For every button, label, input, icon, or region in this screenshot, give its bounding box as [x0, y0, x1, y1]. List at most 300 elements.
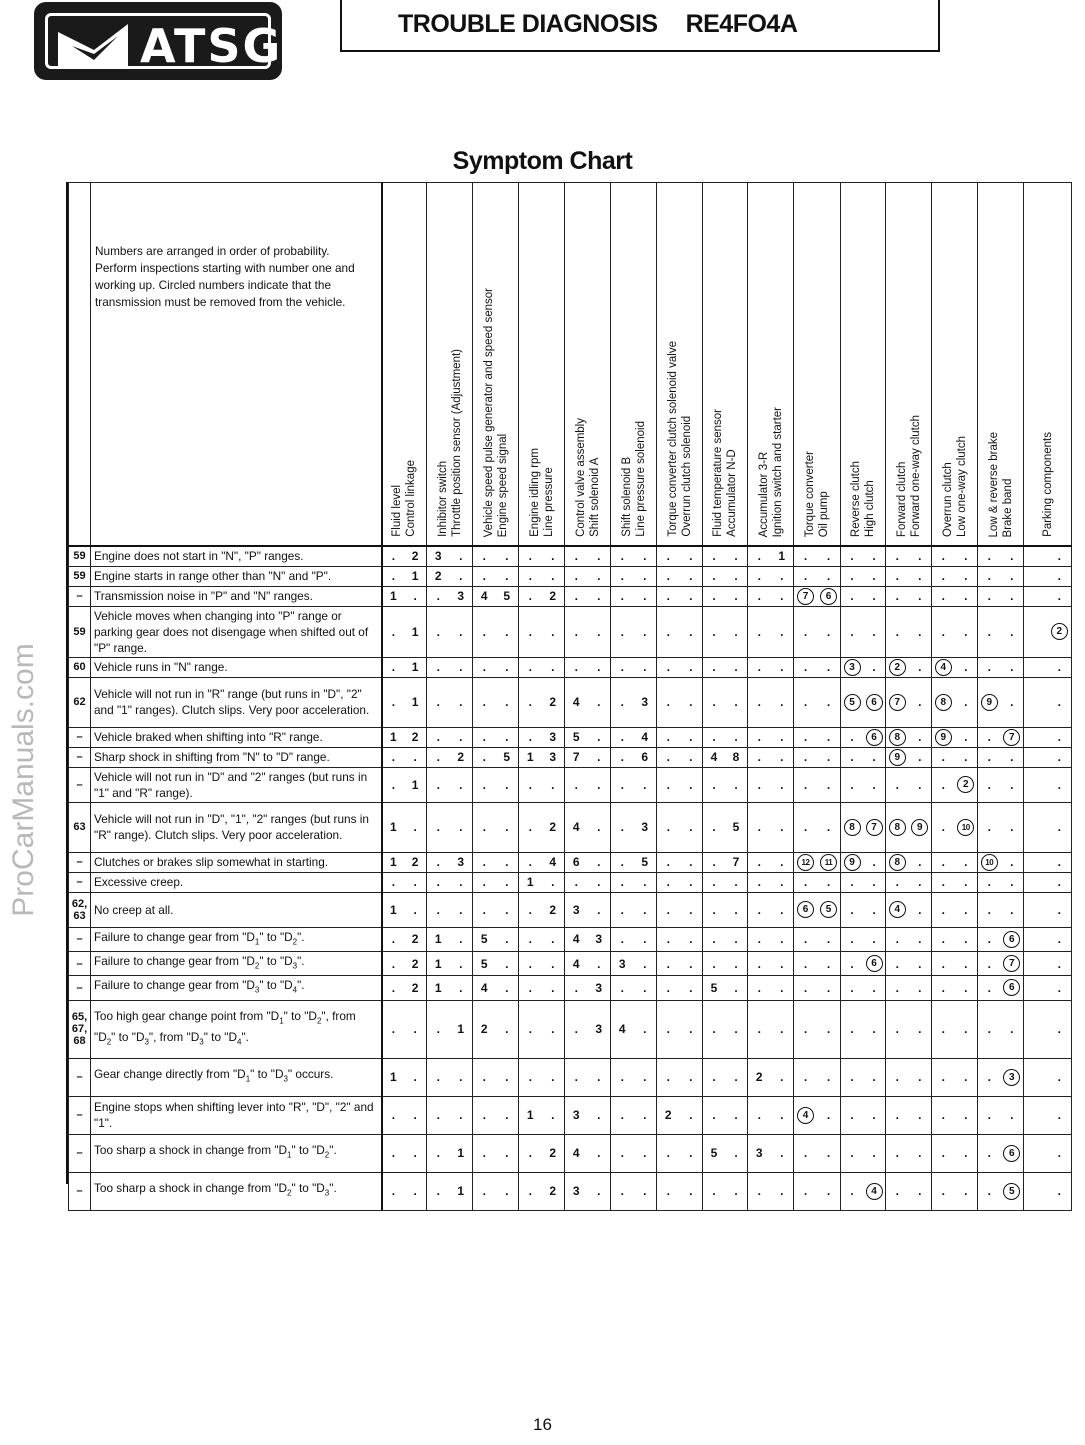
cell-pair	[978, 875, 1023, 889]
cell-value: .	[413, 1184, 417, 1199]
data-cell	[1024, 892, 1072, 927]
cell-value: .	[757, 730, 761, 744]
table-row	[69, 546, 1072, 566]
cell-pair	[383, 1022, 427, 1036]
cell-value: 2	[411, 980, 419, 995]
data-cell	[748, 747, 794, 767]
cell-value: .	[757, 1108, 761, 1123]
cell-value: .	[391, 875, 396, 889]
data-cell	[565, 927, 611, 951]
data-cell	[978, 767, 1024, 802]
cell-value: .	[918, 1108, 922, 1123]
data-cell	[886, 566, 932, 586]
cell-pair	[657, 750, 702, 764]
cell-value: .	[391, 956, 396, 971]
column-label-line: Accumulator N-D	[726, 449, 738, 537]
cell-pair	[565, 1108, 610, 1122]
cell-value: .	[872, 777, 876, 792]
data-cell	[841, 976, 886, 1000]
cell-pair	[565, 875, 610, 889]
data-cell	[794, 951, 841, 975]
cell-value: .	[574, 569, 578, 583]
cell-value: .	[964, 569, 968, 583]
cell-value: .	[1057, 750, 1061, 764]
cell-value: .	[712, 695, 716, 709]
cell-pair	[748, 730, 793, 744]
cell-pair	[473, 1184, 518, 1198]
cell-value: 1	[411, 660, 419, 674]
cell-value: .	[391, 932, 396, 947]
circled-number: 7	[1003, 729, 1020, 746]
circled-number: 5	[844, 694, 861, 711]
column-header	[565, 183, 611, 547]
cell-value: .	[826, 956, 831, 971]
cell-pair	[978, 931, 1023, 948]
data-cell	[382, 546, 427, 566]
cell-value: 1	[526, 750, 534, 764]
cell-pair	[978, 660, 1023, 674]
page-ref: –	[69, 927, 91, 951]
cell-value: 2	[549, 1146, 557, 1161]
cell-value: .	[551, 1070, 555, 1085]
cell-value: .	[850, 980, 854, 995]
cell-pair	[383, 957, 427, 971]
data-cell	[703, 586, 748, 606]
cell-value: 1	[390, 589, 397, 603]
cell-value: .	[964, 1146, 968, 1161]
cell-pair	[427, 589, 472, 603]
cell-pair	[611, 875, 656, 889]
cell-pair	[978, 1183, 1023, 1200]
cell-value: .	[918, 956, 922, 971]
cell-pair	[611, 1146, 656, 1160]
cell-pair	[1024, 623, 1071, 640]
data-cell	[657, 1134, 703, 1172]
data-cell	[794, 1134, 841, 1172]
data-cell	[473, 677, 519, 727]
cell-value: .	[620, 1108, 624, 1123]
cell-value: .	[482, 855, 486, 869]
data-cell	[519, 677, 565, 727]
cell-pair	[886, 1146, 931, 1160]
circled-number: 5	[1003, 1183, 1020, 1200]
data-cell	[703, 802, 748, 852]
data-cell	[427, 1000, 473, 1058]
cell-value: .	[391, 980, 396, 995]
data-cell	[473, 1134, 519, 1172]
cell-value: .	[666, 1022, 670, 1037]
cell-value: .	[987, 956, 991, 971]
cell-value: .	[1057, 980, 1061, 995]
cell-pair	[519, 750, 564, 764]
data-cell	[748, 566, 794, 586]
table-row	[69, 657, 1072, 677]
cell-pair	[657, 855, 702, 869]
cell-value: .	[1057, 855, 1061, 869]
data-cell	[978, 927, 1024, 951]
cell-pair	[978, 955, 1023, 972]
cell-pair	[519, 1108, 564, 1122]
cell-value: .	[528, 902, 532, 917]
cell-pair	[383, 981, 427, 995]
data-cell	[886, 802, 932, 852]
cell-value: .	[826, 1108, 831, 1123]
data-cell	[611, 852, 657, 872]
data-cell	[611, 927, 657, 951]
cell-value: .	[391, 750, 396, 764]
cell-pair	[748, 957, 793, 971]
data-cell	[657, 1096, 703, 1134]
circled-number: 2	[889, 659, 906, 676]
cell-value: 5	[503, 589, 511, 603]
data-cell	[978, 586, 1024, 606]
data-cell	[657, 546, 703, 566]
cell-value: .	[574, 875, 578, 889]
cell-value	[886, 694, 909, 711]
data-cell	[382, 1058, 427, 1096]
data-cell	[427, 1058, 473, 1096]
cell-value: .	[872, 1070, 876, 1085]
data-cell	[703, 927, 748, 951]
cell-value: .	[826, 750, 831, 764]
cell-pair	[841, 1022, 885, 1036]
cell-value: .	[964, 1022, 968, 1037]
cell-value: .	[574, 660, 578, 674]
cell-pair	[519, 957, 564, 971]
data-cell	[748, 586, 794, 606]
cell-value: .	[826, 1146, 831, 1161]
cell-value: .	[436, 1022, 440, 1037]
cell-value: .	[391, 1108, 396, 1123]
cell-value: .	[413, 820, 417, 834]
cell-value: .	[803, 980, 808, 995]
cell-value: .	[1057, 695, 1061, 709]
data-cell	[932, 951, 978, 975]
cell-value: .	[505, 1022, 509, 1037]
column-label	[1041, 432, 1055, 537]
data-cell	[1024, 747, 1072, 767]
data-cell	[794, 1096, 841, 1134]
symptom-text: Engine starts in range other than "N" and "P".	[91, 566, 382, 586]
data-cell	[703, 1172, 748, 1210]
data-cell	[794, 747, 841, 767]
cell-value: .	[643, 932, 647, 947]
cell-pair	[427, 1184, 472, 1198]
cell-value: .	[850, 1184, 854, 1199]
cell-pair	[841, 819, 885, 836]
cell-pair	[886, 749, 931, 766]
cell-value: .	[803, 750, 808, 764]
data-cell	[565, 1000, 611, 1058]
cell-pair	[611, 957, 656, 971]
cell-pair	[473, 1146, 518, 1160]
cell-value: .	[597, 660, 601, 674]
cell-value: .	[803, 1184, 808, 1199]
cell-value: .	[551, 956, 555, 971]
cell-value: .	[987, 875, 991, 889]
cell-value: .	[505, 549, 509, 564]
data-cell	[473, 872, 519, 892]
cell-pair	[657, 1070, 702, 1084]
cell-value: .	[734, 902, 738, 917]
data-cell	[473, 802, 519, 852]
ref-header	[69, 183, 91, 547]
data-cell	[748, 546, 794, 566]
cell-value: 4	[572, 932, 580, 947]
cell-pair	[932, 1022, 977, 1036]
data-cell	[748, 872, 794, 892]
data-cell	[611, 767, 657, 802]
cell-value: .	[391, 624, 396, 639]
data-cell	[1024, 657, 1072, 677]
cell-value: .	[1010, 875, 1014, 889]
data-cell	[1024, 767, 1072, 802]
data-cell	[473, 566, 519, 586]
cell-value: 1	[390, 820, 397, 834]
cell-pair	[886, 729, 931, 746]
cell-value: .	[597, 777, 601, 792]
circled-number: 8	[935, 694, 952, 711]
cell-value: .	[941, 875, 945, 889]
data-cell	[427, 727, 473, 747]
cell-value: .	[918, 730, 922, 744]
cell-pair	[1024, 1022, 1071, 1036]
cell-value: .	[1057, 1022, 1061, 1037]
cell-value: .	[757, 855, 761, 869]
cell-value: .	[734, 875, 738, 889]
cell-pair	[519, 660, 564, 674]
cell-pair	[519, 903, 564, 917]
cell-value: .	[712, 777, 716, 792]
cell-value: 5	[480, 932, 488, 947]
cell-value: 2	[457, 750, 465, 764]
cell-pair	[748, 569, 793, 583]
cell-value: 4	[710, 750, 718, 764]
data-cell	[382, 1000, 427, 1058]
cell-pair	[886, 854, 931, 871]
cell-value: .	[872, 549, 876, 564]
cell-value: 1	[390, 902, 397, 917]
data-cell	[841, 1096, 886, 1134]
cell-value: .	[689, 820, 693, 834]
cell-value: .	[528, 1184, 532, 1199]
data-cell	[841, 951, 886, 975]
cell-value: .	[757, 1184, 761, 1199]
cell-pair	[565, 932, 610, 946]
cell-pair	[703, 569, 747, 583]
cell-pair	[473, 750, 518, 764]
cell-value: .	[850, 932, 854, 947]
cell-pair	[703, 855, 747, 869]
data-cell	[565, 677, 611, 727]
cell-value: .	[803, 695, 808, 709]
cell-value: .	[826, 695, 831, 709]
column-label-line: Fluid level	[391, 485, 404, 537]
cell-value: .	[413, 902, 417, 917]
cell-value: .	[689, 902, 693, 917]
table-row	[69, 1058, 1072, 1096]
cell-pair	[519, 589, 564, 603]
cell-pair	[427, 625, 472, 639]
cell-value: .	[850, 956, 854, 971]
data-cell	[748, 976, 794, 1000]
cell-value: .	[574, 1070, 578, 1085]
cell-pair	[794, 820, 840, 834]
data-cell	[427, 586, 473, 606]
cell-value: .	[757, 820, 761, 834]
cell-value: 4	[480, 980, 488, 995]
cell-value: .	[597, 855, 601, 869]
circled-number: 8	[889, 854, 906, 871]
cell-value: .	[1057, 660, 1061, 674]
cell-value: .	[1010, 777, 1014, 792]
symptom-text: Sharp shock in shifting from "N" to "D" range.	[91, 747, 382, 767]
cell-value: .	[436, 730, 440, 744]
column-header	[748, 183, 794, 547]
cell-value: .	[780, 750, 784, 764]
data-cell	[886, 606, 932, 657]
column-label	[574, 418, 602, 537]
cell-pair	[703, 660, 747, 674]
data-cell	[978, 657, 1024, 677]
cell-value: .	[964, 695, 968, 709]
cell-value: .	[666, 820, 670, 834]
cell-value: 2	[549, 902, 557, 917]
cell-value: .	[895, 624, 899, 639]
cell-value: .	[918, 660, 922, 674]
data-cell	[427, 1172, 473, 1210]
cell-value: 3	[595, 932, 603, 947]
cell-pair	[473, 589, 518, 603]
cell-pair	[794, 549, 840, 563]
cell-value	[817, 588, 840, 605]
cell-value: .	[482, 777, 486, 792]
column-label-line: Low one-way clutch	[955, 436, 968, 537]
data-cell	[794, 566, 841, 586]
data-cell	[519, 976, 565, 1000]
data-cell	[382, 802, 427, 852]
cell-value: 3	[641, 820, 649, 834]
cell-value: .	[780, 1022, 784, 1037]
cell-value: .	[941, 980, 945, 995]
data-cell	[886, 677, 932, 727]
data-cell	[519, 657, 565, 677]
cell-value: .	[964, 855, 968, 869]
cell-pair	[1024, 778, 1071, 792]
cell-pair	[611, 569, 656, 583]
cell-value: .	[597, 695, 601, 709]
cell-value: .	[689, 1022, 693, 1037]
data-cell	[382, 1134, 427, 1172]
data-cell	[565, 767, 611, 802]
data-cell	[703, 546, 748, 566]
cell-value: .	[757, 980, 761, 995]
cell-pair	[657, 625, 702, 639]
cell-value: .	[505, 855, 509, 869]
cell-pair	[841, 549, 885, 563]
cell-pair	[932, 694, 977, 711]
cell-value: 1	[411, 624, 419, 639]
column-label-line: Parking components	[1041, 432, 1054, 537]
cell-value: .	[482, 750, 486, 764]
cell-value: .	[391, 569, 396, 583]
cell-value: .	[757, 589, 761, 603]
cell-value: .	[757, 875, 761, 889]
cell-pair	[748, 1184, 793, 1198]
cell-pair	[886, 569, 931, 583]
cell-value: .	[620, 820, 624, 834]
data-cell	[703, 852, 748, 872]
cell-value: .	[712, 1070, 716, 1085]
data-cell	[703, 747, 748, 767]
column-label-line: Line pressure solenoid	[634, 421, 647, 537]
cell-pair	[978, 549, 1023, 563]
cell-pair	[473, 1022, 518, 1036]
cell-value: .	[712, 902, 716, 917]
data-cell	[794, 927, 841, 951]
cell-pair	[886, 1108, 931, 1122]
cell-pair	[657, 778, 702, 792]
cell-value: .	[1057, 932, 1061, 947]
cell-value: .	[643, 875, 647, 889]
cell-value: .	[597, 730, 601, 744]
cell-pair	[565, 981, 610, 995]
cell-value: .	[459, 730, 463, 744]
data-cell	[611, 1134, 657, 1172]
column-header	[382, 183, 427, 547]
data-cell	[794, 606, 841, 657]
cell-value	[841, 694, 863, 711]
cell-value: .	[391, 777, 396, 792]
table-row	[69, 767, 1072, 802]
cell-value: .	[459, 549, 463, 564]
cell-value: .	[734, 1108, 738, 1123]
table-row	[69, 606, 1072, 657]
data-cell	[978, 976, 1024, 1000]
data-cell	[611, 546, 657, 566]
cell-value: .	[1057, 730, 1061, 744]
cell-value: .	[689, 980, 693, 995]
cell-value: .	[1057, 875, 1061, 889]
cell-pair	[657, 589, 702, 603]
circled-number: 12	[797, 854, 814, 871]
cell-pair	[473, 855, 518, 869]
column-header	[611, 183, 657, 547]
cell-value: .	[964, 902, 968, 917]
cell-value: 1	[411, 695, 419, 709]
circled-number: 6	[797, 901, 814, 918]
cell-pair	[748, 589, 793, 603]
data-cell	[932, 1172, 978, 1210]
cell-pair	[427, 903, 472, 917]
cell-value: 4	[572, 820, 580, 834]
cell-pair	[978, 820, 1023, 834]
cell-value: .	[459, 932, 463, 947]
cell-pair	[886, 981, 931, 995]
column-label-line: Brake band	[1001, 478, 1014, 537]
data-cell	[565, 566, 611, 586]
cell-value: .	[1057, 1184, 1061, 1199]
cell-pair	[932, 549, 977, 563]
cell-pair	[932, 903, 977, 917]
cell-value: .	[597, 750, 601, 764]
cell-value: .	[757, 777, 761, 792]
column-header	[703, 183, 748, 547]
cell-value: .	[413, 1108, 417, 1123]
cell-pair	[978, 854, 1023, 871]
cell-pair	[1024, 569, 1071, 583]
cell-value: 4	[480, 589, 488, 603]
